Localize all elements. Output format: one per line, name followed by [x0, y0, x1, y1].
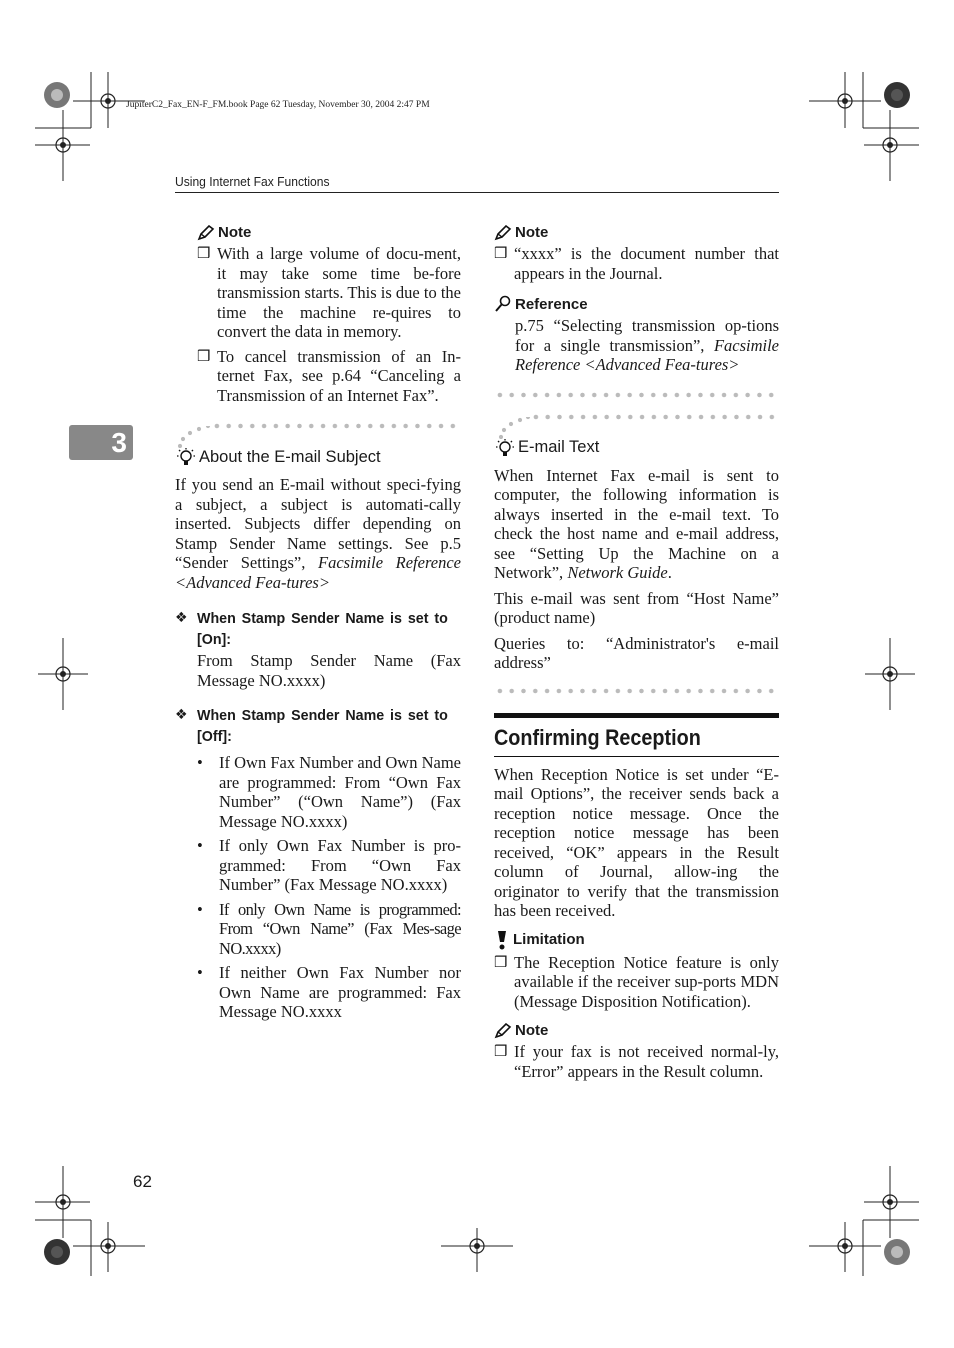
lightbulb-tip-icon	[494, 438, 516, 458]
diamond-bullet-icon: ❖	[175, 707, 188, 723]
note-item	[494, 244, 779, 283]
note-item	[197, 347, 461, 406]
reference-text-italic: Facsimile Reference <Advanced Fea-tures>	[515, 335, 780, 374]
tip-curve	[494, 417, 534, 439]
note-title: Note	[218, 224, 252, 241]
bullet: •	[197, 753, 203, 772]
exclamation-limitation-icon	[494, 930, 510, 950]
tip-title: E-mail Text	[518, 438, 600, 456]
tip-heading	[175, 447, 461, 467]
note-heading	[197, 224, 461, 241]
running-header: Using Internet Fax Functions	[175, 174, 330, 189]
limitation-item	[494, 953, 779, 1012]
section-rule-top	[494, 713, 779, 718]
note-title: Note	[515, 224, 549, 241]
note-heading	[494, 1022, 779, 1039]
on-heading	[175, 608, 461, 650]
reference-text	[515, 316, 779, 375]
reference-end-dots	[494, 392, 779, 398]
reference-text-plain: p.75 “Selecting transmission op-tions for a single transmission”,	[515, 316, 779, 355]
chapter-tab: 3	[69, 425, 133, 460]
tip-body-italic: Facsimile Reference <Advanced Fea-tures>	[175, 553, 461, 592]
note-title: Note	[515, 1022, 549, 1039]
off-item-text: If Own Fax Number and Own Name are programmed: From “Own Fax Number” (“Own Name”) (Fax Message NO.xxxx)	[219, 753, 461, 831]
note-text: To cancel transmission of an In-ternet Fax, see p.64 “Canceling a Transmission of an Internet Fax”.	[217, 346, 461, 405]
note-text: “xxxx” is the document number that appears in the Journal.	[514, 244, 779, 283]
bullet: •	[197, 836, 203, 855]
section-title: Confirming Reception	[494, 724, 701, 750]
note-text: With a large volume of docu-ment, it may take some time be-fore transmission starts. This is due to the time the machine re-quires to convert the data in memory.	[217, 244, 461, 341]
limitation-text: The Reception Notice feature is only available if the receiver sup-ports MDN (Message Disposition Notification).	[514, 952, 779, 1011]
limitation-title: Limitation	[513, 931, 585, 948]
off-item-text: If neither Own Fax Number nor Own Name are programmed: Fax Message NO.xxxx	[219, 963, 461, 1021]
tip-title: About the E-mail Subject	[199, 447, 381, 466]
off-item-text: If only Own Fax Number is pro-grammed: From “Own Fax Number” (Fax Message NO.xxxx)	[219, 836, 461, 894]
header-rule	[175, 192, 779, 193]
checkbox-bullet-icon: ❒	[494, 952, 508, 971]
on-text: From Stamp Sender Name (Fax Message NO.xxxx)	[197, 651, 461, 690]
pencil-note-icon	[197, 225, 215, 241]
tip-paragraph: Queries to: “Administrator's e-mail address”	[494, 633, 779, 672]
bullet: •	[197, 963, 203, 982]
off-item-text: If only Own Name is programmed: From “Own Name” (Fax Mes-sage NO.xxxx)	[219, 899, 461, 958]
section-body: When Reception Notice is set under “E-mail Options”, the receiver sends back a reception notice message. Once the reception notice message has been received, “OK” appears in the Result column of Journal, allow-ing the originator to verify that the transmission has been received.	[494, 764, 779, 920]
tip-body-text: If you send an E-mail without speci-fying a subject, a subject is automati-cally inserted. Subjects differ depending on Stamp Sender Name settings. See p.5 “Sender Settings”,	[175, 475, 461, 572]
tip-end-dots	[494, 688, 779, 694]
magnifier-reference-icon	[494, 295, 512, 313]
tip-body	[175, 475, 461, 592]
tip-separator	[175, 423, 461, 449]
off-item	[197, 836, 461, 895]
checkbox-bullet-icon: ❒	[494, 244, 508, 262]
note-item	[494, 1042, 779, 1081]
left-column	[175, 224, 461, 1022]
note-item	[197, 244, 461, 342]
note-heading	[494, 224, 779, 241]
checkbox-bullet-icon: ❒	[197, 346, 211, 365]
bullet: •	[197, 899, 203, 919]
lightbulb-tip-icon	[175, 447, 197, 467]
diamond-bullet-icon: ❖	[175, 610, 188, 626]
note-text: If your fax is not received normal-ly, “Error” appears in the Result column.	[514, 1042, 779, 1081]
tip-paragraph: When Internet Fax e-mail is sent to computer, the following information is always inserted in the e-mail text. To check the host name and e-mail address, see “Setting Up the Machine on a Network”, Network Guide.	[494, 465, 779, 582]
tip-separator	[494, 414, 779, 440]
off-heading	[175, 705, 461, 747]
pencil-note-icon	[494, 225, 512, 241]
tip-curve	[175, 426, 215, 448]
tip-paragraph-text: When Internet Fax e-mail is sent to computer, the following information is always inserted in the e-mail text. To check the host name and e-mail address, see “Setting Up the Machine on a Network”,	[494, 465, 779, 582]
section-rule-bottom	[494, 756, 779, 757]
on-heading-text: When Stamp Sender Name is set to [On]:	[197, 610, 448, 648]
checkbox-bullet-icon: ❒	[494, 1042, 508, 1060]
limitation-heading	[494, 930, 779, 950]
pencil-note-icon	[494, 1023, 512, 1039]
right-column	[494, 224, 779, 1081]
reference-heading	[494, 295, 779, 313]
tip-paragraph: This e-mail was sent from “Host Name” (product name)	[494, 588, 779, 627]
tip-paragraph-italic: Network Guide	[567, 563, 668, 582]
off-item	[197, 900, 461, 959]
tip-heading	[494, 438, 779, 458]
checkbox-bullet-icon: ❒	[197, 244, 211, 262]
file-info: JupiterC2_Fax_EN-F_FM.book Page 62 Tuesday, November 30, 2004 2:47 PM	[126, 100, 430, 110]
page-number: 62	[133, 1172, 152, 1191]
off-item	[197, 963, 461, 1022]
off-item	[197, 753, 461, 831]
reference-title: Reference	[515, 295, 588, 313]
off-heading-text: When Stamp Sender Name is set to [Off]:	[197, 707, 448, 745]
